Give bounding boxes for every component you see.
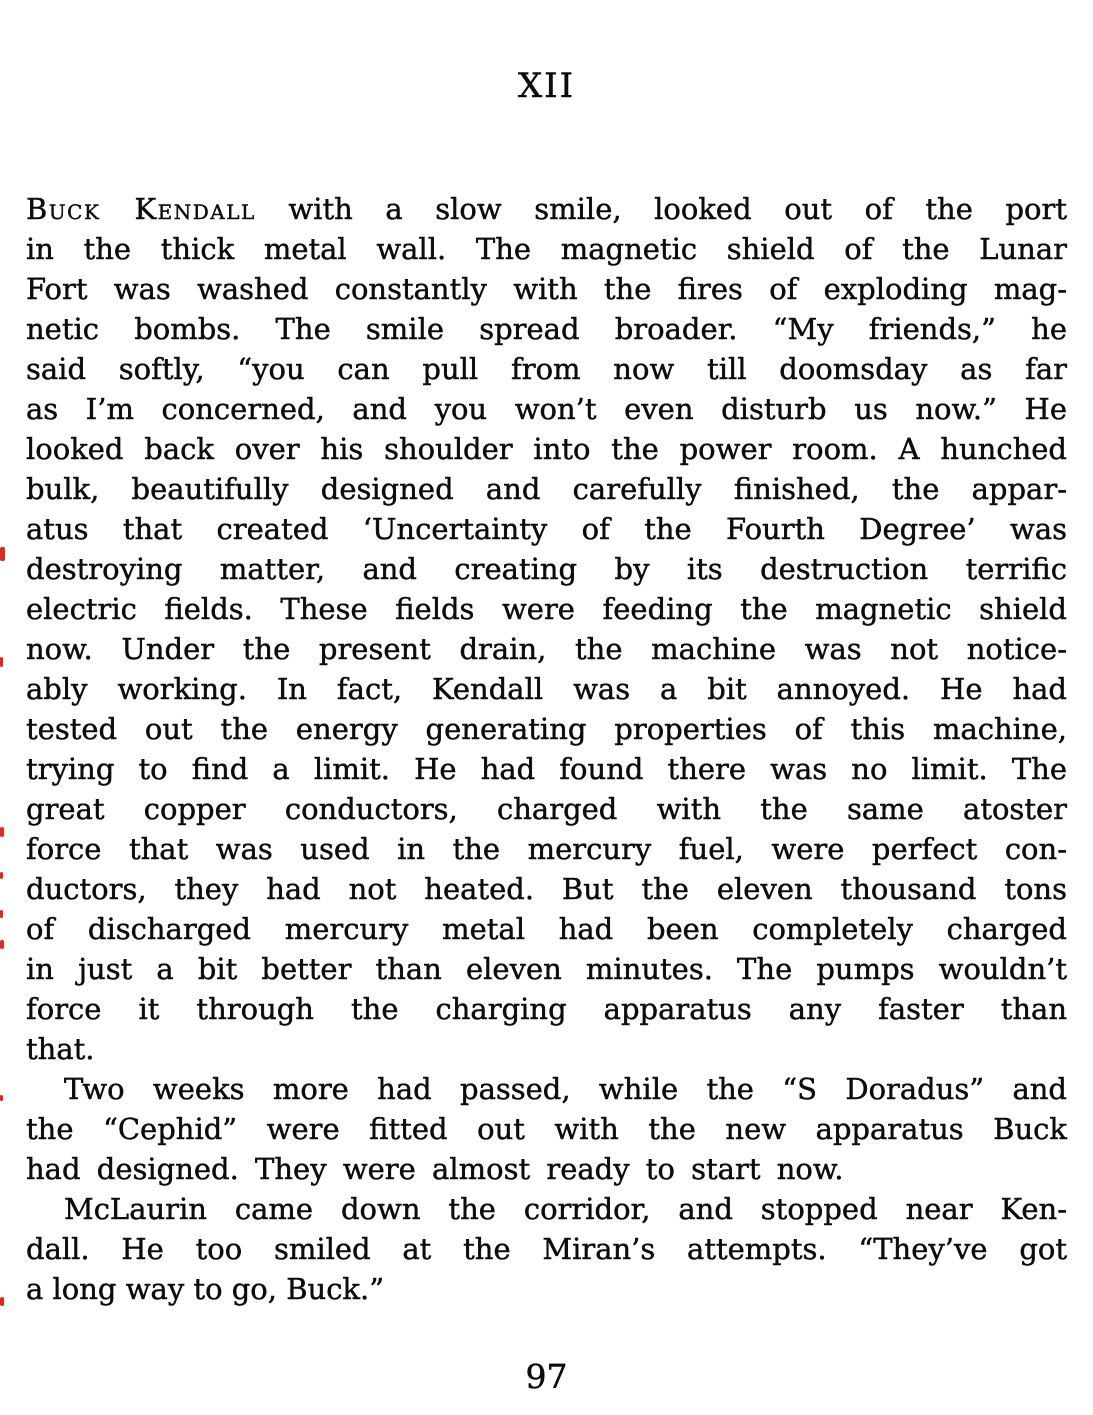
chapter-heading: XII [517,66,576,106]
text-line: netic bombs. The smile spread broader. “My friends,” he [26,312,1067,346]
text-line: ably working. In fact, Kendall was a bit annoyed. He had [26,672,1067,706]
text-line: Two weeks more had passed, while the “S Doradus” and [64,1072,1067,1106]
red-ink-speck [0,547,5,561]
text-line: destroying matter, and creating by its destruction terrific [26,552,1067,586]
text-line: Fort was washed constantly with the fires of exploding mag- [26,272,1067,306]
text-line: force it through the charging apparatus any faster than [26,992,1067,1026]
text-line: tested out the energy generating properties of this machine, [26,712,1067,746]
text-line: the “Cephid” were fitted out with the new apparatus Buck [26,1112,1067,1146]
red-ink-speck [0,657,3,667]
text-line: as I’m concerned, and you won’t even disturb us now.” He [26,392,1067,426]
text-line: atus that created ‘Uncertainty of the Fourth Degree’ was [26,512,1067,546]
text-line: electric fields. These fields were feeding the magnetic shield [26,592,1067,626]
text-line: dall. He too smiled at the Miran’s attempts. “They’ve got [26,1232,1067,1266]
red-ink-speck [0,872,3,879]
page-text [26,189,1067,1309]
text-line: Buck Kendall with a slow smile, looked out of the port [26,192,1067,226]
text-line: McLaurin came down the corridor, and stopped near Ken- [64,1192,1067,1226]
text-line: that. [26,1032,95,1066]
red-ink-speck [0,827,4,837]
text-line: force that was used in the mercury fuel, were perfect con- [26,832,1067,866]
text-line: looked back over his shoulder into the power room. A hunched [26,432,1067,466]
text-line: in just a bit better than eleven minutes. The pumps wouldn’t [26,952,1067,986]
text-line: had designed. They were almost ready to start now. [26,1152,844,1186]
page-number: 97 [525,1357,568,1396]
text-line: trying to find a limit. He had found there was no limit. The [26,752,1067,786]
text-line: in the thick metal wall. The magnetic shield of the Lunar [26,232,1067,266]
text-line: now. Under the present drain, the machine was not notice- [26,632,1067,666]
text-line: said softly, “you can pull from now till doomsday as far [26,352,1067,386]
text-line: a long way to go, Buck.” [26,1272,385,1306]
text-line: great copper conductors, charged with the same atoster [26,792,1067,826]
red-ink-speck [0,1297,4,1306]
text-line: bulk, beautifully designed and carefully finished, the appar- [26,472,1067,506]
text-line: of discharged mercury metal had been completely charged [26,912,1067,946]
red-ink-speck [0,940,4,949]
lead-small-caps: Buck Kendall [26,192,256,226]
red-ink-speck [0,910,3,918]
red-ink-speck [0,1095,3,1101]
text-line: ductors, they had not heated. But the eleven thousand tons [26,872,1067,906]
